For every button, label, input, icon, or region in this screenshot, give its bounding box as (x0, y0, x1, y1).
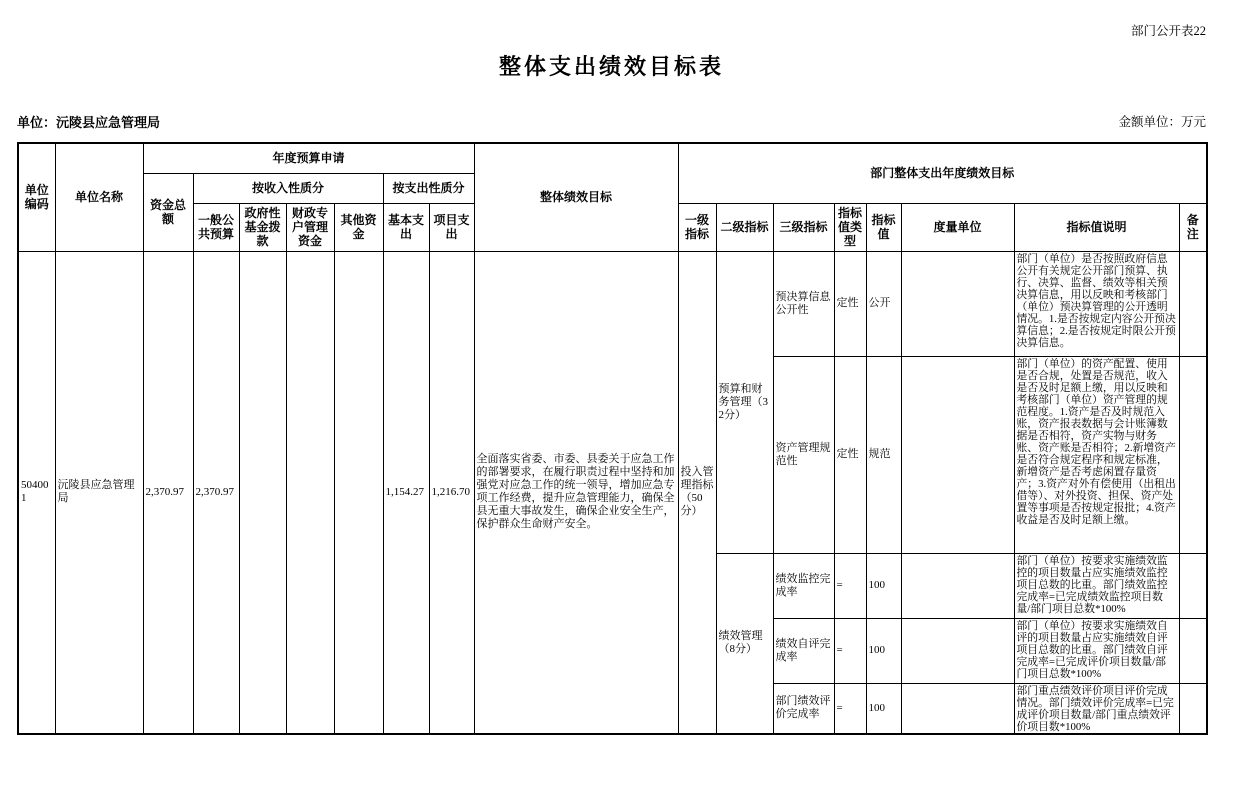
header-unit-code: 单位编码 (18, 143, 55, 251)
cell-value-desc (1014, 553, 1179, 618)
header-value-type: 指标值类型 (834, 203, 866, 251)
cell-measure-unit (901, 251, 1014, 356)
cell-measure-unit (901, 553, 1014, 618)
header-general-public-budget: 一般公共预算 (193, 203, 239, 251)
value-desc-text: 部门（单位）的资产配置、使用是否合规，处置是否规范，收入是否及时足额上缴，用以反映和考核部门（单位）资产管理的规范程度。1.资产是否及时规范入账，资产报表数据与会计账簿数据是否相符，资产实物与财务账、资产账是否相符；2.新增资产是否符合规定程序和规定标准，新增资产是否考虑闲置存量资产；3.资产对外有偿使用（出租出借等）、对外投资、担保、资产处置等事项是否按规定报批；4.资产收益是否及时足额上缴。 (1016, 358, 1176, 526)
cell-value-desc (1014, 683, 1179, 734)
cell-indicator-value: 100 (866, 618, 901, 683)
cell-value-type: = (834, 618, 866, 683)
cell-measure-unit (901, 618, 1014, 683)
cell-indicator-value: 规范 (866, 356, 901, 553)
cell-level2-indicator: 预算和财务管理（32分） (716, 251, 773, 553)
cell-level3-indicator: 资产管理规范性 (773, 356, 834, 553)
cell-note (1179, 618, 1207, 683)
header-annual-budget: 年度预算申请 (143, 143, 474, 173)
amount-unit-label: 金额单位：万元 (1118, 115, 1206, 129)
cell-note (1179, 251, 1207, 356)
cell-level3-indicator: 绩效自评完成率 (773, 618, 834, 683)
cell-note (1179, 683, 1207, 734)
cell-indicator-value: 100 (866, 553, 901, 618)
cell-value-desc (1014, 618, 1179, 683)
header-unit-name: 单位名称 (55, 143, 143, 251)
cell-fiscal-special (286, 251, 334, 734)
cell-basic-exp: 1,154.27 (383, 251, 429, 734)
cell-level3-indicator: 绩效监控完成率 (773, 553, 834, 618)
header-by-expenditure: 按支出性质分 (383, 173, 474, 203)
cell-value-type: 定性 (834, 251, 866, 356)
header-fiscal-special: 财政专户管理资金 (286, 203, 334, 251)
cell-indicator-value: 公开 (866, 251, 901, 356)
header-basic-exp: 基本支出 (383, 203, 429, 251)
header-row-1 (18, 143, 1207, 173)
header-project-exp: 项目支出 (429, 203, 474, 251)
cell-level3-indicator: 预决算信息公开性 (773, 251, 834, 356)
header-level2: 二级指标 (716, 203, 773, 251)
cell-note (1179, 553, 1207, 618)
header-gov-fund: 政府性基金拨款 (239, 203, 286, 251)
cell-value-type: = (834, 553, 866, 618)
value-desc-text: 部门（单位）按要求实施绩效监控的项目数量占应实施绩效监控项目总数的比重。部门绩效监控完成率=已完成绩效监控项目数量/部门项目总数*100% (1016, 555, 1168, 615)
header-overall-goal: 整体绩效目标 (474, 143, 678, 251)
cell-indicator-value: 100 (866, 683, 901, 734)
performance-target-table (17, 142, 1208, 735)
cell-measure-unit (901, 356, 1014, 553)
page-title: 整体支出绩效目标表 (498, 54, 724, 79)
header-other-funds: 其他资金 (334, 203, 383, 251)
header-total-funds: 资金总额 (143, 173, 193, 251)
header-value: 指标值 (866, 203, 901, 251)
header-dept-perf-goal: 部门整体支出年度绩效目标 (678, 143, 1207, 203)
indicator-row-1 (18, 251, 1207, 356)
header-measure-unit: 度量单位 (901, 203, 1014, 251)
cell-general-public-budget: 2,370.97 (193, 251, 239, 734)
header-level1: 一级指标 (678, 203, 716, 251)
cell-value-desc (1014, 356, 1179, 553)
value-desc-text: 部门（单位）是否按照政府信息公开有关规定公开部门预算、执行、决算、监督、绩效等相关预决算信息，用以反映和考核部门（单位）预决算管理的公开透明情况。1.是否按规定内容公开预决算信息；2.是否按规定时限公开预决算信息。 (1016, 253, 1176, 349)
cell-value-desc (1014, 251, 1179, 356)
cell-level3-indicator: 部门绩效评价完成率 (773, 683, 834, 734)
cell-note (1179, 356, 1207, 553)
cell-value-type: = (834, 683, 866, 734)
cell-overall-goal: 全面落实省委、市委、县委关于应急工作的部署要求，在履行职责过程中坚持和加强党对应急工作的统一领导，增加应急专项工作经费，提升应急管理能力，确保全县无重大事故发生，确保企业安全生产，保护群众生命财产安全。 (474, 251, 678, 734)
cell-gov-fund (239, 251, 286, 734)
cell-unit-code: 504001 (18, 251, 55, 734)
cell-project-exp: 1,216.70 (429, 251, 474, 734)
cell-other-funds (334, 251, 383, 734)
doc-ref-label: 部门公开表22 (1130, 24, 1206, 38)
meta-row (17, 112, 1206, 132)
cell-level1-indicator: 投入管理指标（50分） (678, 251, 716, 734)
cell-level2-indicator: 绩效管理（8分） (716, 553, 773, 734)
cell-value-type: 定性 (834, 356, 866, 553)
cell-total-funds: 2,370.97 (143, 251, 193, 734)
header-by-income: 按收入性质分 (193, 173, 383, 203)
cell-unit-name: 沅陵县应急管理局 (55, 251, 143, 734)
unit-label: 单位：沅陵县应急管理局 (17, 115, 161, 130)
header-value-desc: 指标值说明 (1014, 203, 1179, 251)
value-desc-text: 部门重点绩效评价项目评价完成情况。部门绩效评价完成率=已完成评价项目数量/部门重点绩效评价项目数*100% (1016, 684, 1174, 732)
header-level3: 三级指标 (773, 203, 834, 251)
value-desc-text: 部门（单位）按要求实施绩效自评的项目数量占应实施绩效自评项目总数的比重。部门绩效自评完成率=已完成评价项目数量/部门项目总数*100% (1016, 620, 1168, 680)
header-note: 备注 (1179, 203, 1207, 251)
cell-measure-unit (901, 683, 1014, 734)
